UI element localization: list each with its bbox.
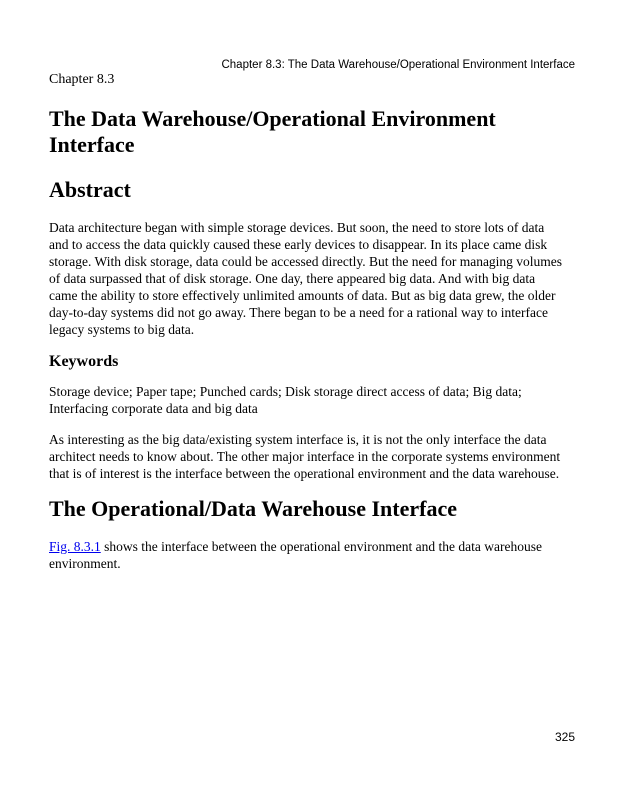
- abstract-heading: Abstract: [49, 177, 131, 202]
- figure-link[interactable]: Fig. 8.3.1: [49, 539, 101, 554]
- page-number: 325: [554, 730, 575, 744]
- body-paragraph: As interesting as the big data/existing system interface is, it is not the only interface the data architect needs to know about. The other major interface in the corporate systems environment that is of interest is the interface between the operational environment and the data warehouse.: [49, 432, 561, 481]
- keywords-heading: Keywords: [49, 353, 119, 370]
- section-paragraph: [49, 538, 565, 572]
- abstract-text: Data architecture began with simple storage devices. But soon, the need to store lots of data and to access the data quickly caused these early devices to disappear. In its place came disk storage. With disk storage, data could be accessed directly. But the need for managing volumes of data surpassed that of disk storage. One day, there appeared big data. And with big data came the ability to store effectively unlimited amounts of data. But as big data grew, the older day-to-day systems did not go away. There began to be a need for a rational way to interface legacy systems to big data.: [49, 220, 563, 337]
- chapter-label: Chapter 8.3: [49, 72, 115, 87]
- running-header: Chapter 8.3: The Data Warehouse/Operational Environment Interface: [221, 59, 575, 71]
- page-content: [49, 106, 565, 572]
- page-title: The Data Warehouse/Operational Environment Interface: [49, 106, 496, 157]
- section-paragraph-text: shows the interface between the operational environment and the data warehouse environment.: [49, 539, 542, 571]
- keywords-text: Storage device; Paper tape; Punched cards; Disk storage direct access of data; Big data; Interfacing corporate data and big data: [49, 384, 522, 416]
- section-heading: The Operational/Data Warehouse Interface: [49, 496, 457, 521]
